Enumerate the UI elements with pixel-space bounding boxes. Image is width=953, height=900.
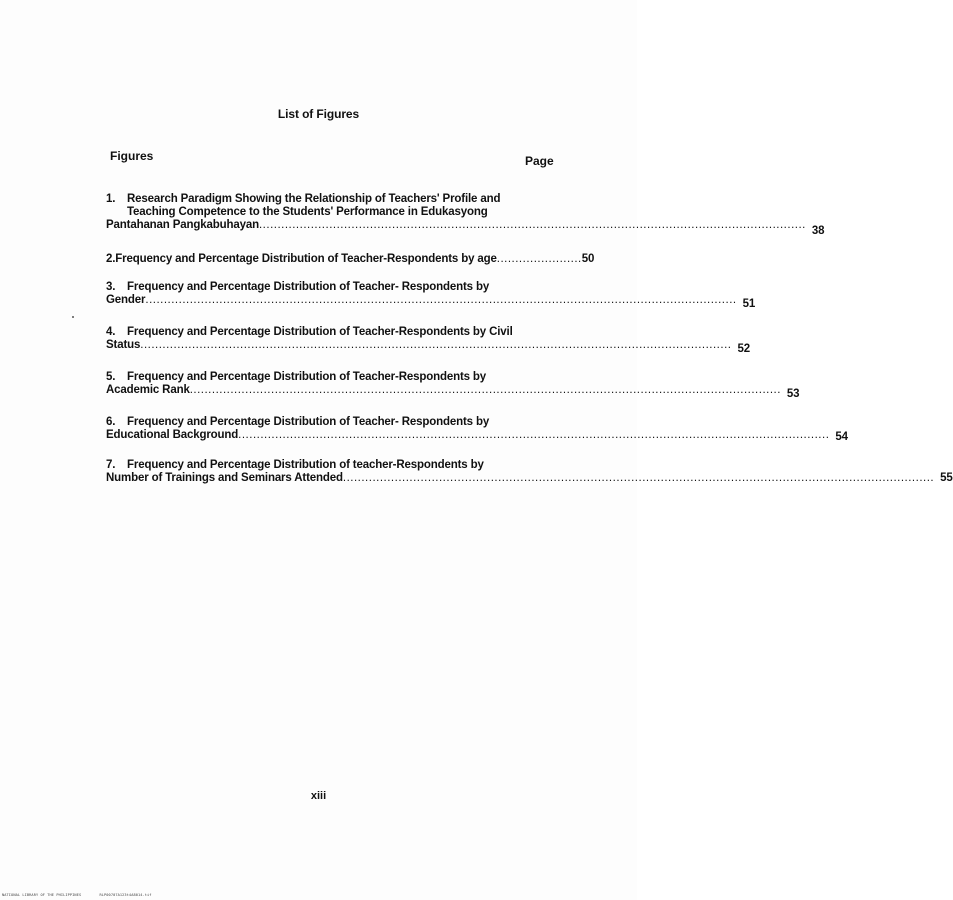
figure-page-number: 38 <box>811 225 825 237</box>
leader-dots: .................................................................................................................................................... <box>258 219 806 231</box>
figure-title-line: Frequency and Percentage Distribution of Teacher-Respondents by age <box>115 253 497 265</box>
figure-title-line: Frequency and Percentage Distribution of Teacher-Respondents by Civil <box>127 326 513 338</box>
figure-number: 1. <box>106 193 116 205</box>
figure-title-line: Number of Trainings and Seminars Attended <box>106 472 343 484</box>
figure-number: 7. <box>106 459 116 471</box>
figure-entry <box>106 416 848 444</box>
figure-number: 2. <box>106 253 116 265</box>
leader-dots: ................................................................................................................................................................ <box>140 339 732 351</box>
page-title: List of Figures <box>277 107 360 121</box>
figure-number: 6. <box>106 416 116 428</box>
figure-number: 5. <box>106 371 116 383</box>
figure-title-line: Educational Background <box>106 429 239 441</box>
figure-title-line: Frequency and Percentage Distribution of Teacher-Respondents by <box>127 371 487 383</box>
figure-entry <box>106 193 825 238</box>
figure-entry <box>106 281 756 311</box>
scan-footer <box>2 893 168 897</box>
leader-dots: ................................................................................................................................................................ <box>342 472 935 484</box>
figure-title-line: Gender <box>106 294 146 306</box>
figure-title-line: Research Paradigm Showing the Relationship of Teachers' Profile and <box>127 193 501 205</box>
figure-entry <box>106 253 595 266</box>
figure-number: 4. <box>106 326 116 338</box>
figure-page-number: 52 <box>737 343 750 355</box>
leader-dots: ................................................................................................................................................................ <box>238 429 830 441</box>
figure-page-number: 53 <box>786 388 800 400</box>
figure-page-number: 51 <box>742 298 756 310</box>
figure-entry <box>106 459 953 485</box>
leader-dots: ....................... <box>496 253 582 265</box>
figure-page-number: 50 <box>581 253 595 265</box>
figure-title-line: Academic Rank <box>106 384 190 396</box>
figure-title-line: Frequency and Percentage Distribution of Teacher- Respondents by <box>127 416 490 428</box>
figures-column-header: Figures <box>110 149 154 163</box>
figure-title-line: Teaching Competence to the Students' Performance in Edukasyong <box>127 206 488 218</box>
figure-title-line: Frequency and Percentage Distribution of teacher-Respondents by <box>127 459 484 471</box>
figure-title-line: Frequency and Percentage Distribution of Teacher- Respondents by <box>127 281 490 293</box>
page-number: xiii <box>310 790 327 802</box>
figure-entry <box>106 371 800 401</box>
footer-library: NATIONAL LIBRARY OF THE PHILIPPINES <box>2 893 82 897</box>
figure-title-line: Pantahanan Pangkabuhayan <box>106 219 259 231</box>
leader-dots: ................................................................................................................................................................ <box>189 384 781 396</box>
figure-page-number: 55 <box>940 472 953 484</box>
figure-number: 3. <box>106 281 116 293</box>
page-column-header: Page <box>525 154 554 168</box>
figure-entry <box>106 326 750 356</box>
figure-list <box>106 193 953 500</box>
footer-file: RLP00707A123t4A8014.tif <box>99 893 152 897</box>
figure-page-number: 54 <box>835 431 848 443</box>
leader-dots: ................................................................................................................................................................ <box>145 294 737 306</box>
scan-speck <box>72 316 74 318</box>
figure-title-line: Status <box>106 339 141 351</box>
